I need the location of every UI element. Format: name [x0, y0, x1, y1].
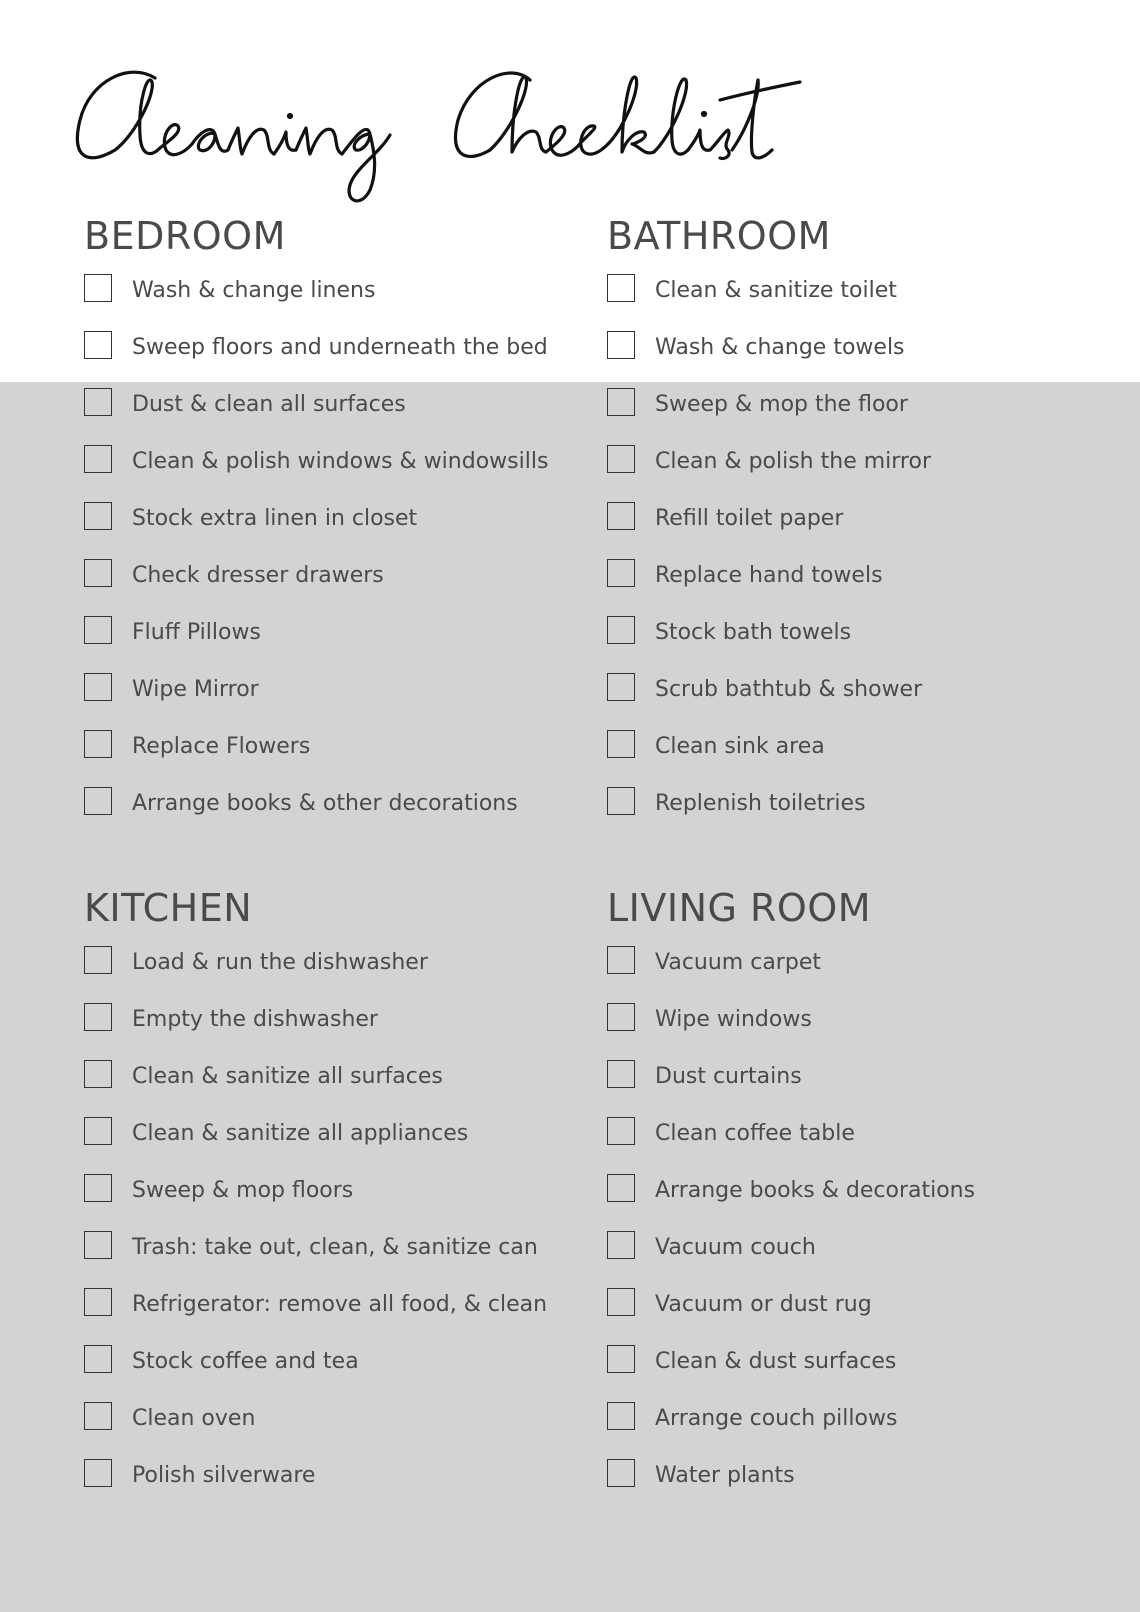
checkbox[interactable] — [607, 1345, 635, 1373]
item-label: Stock coffee and tea — [132, 1349, 359, 1374]
checkbox[interactable] — [84, 445, 112, 473]
list-item — [84, 938, 584, 995]
section-bedroom — [84, 206, 584, 836]
checkbox[interactable] — [607, 1174, 635, 1202]
item-label: Replenish toiletries — [655, 791, 866, 816]
list-item — [607, 1394, 1107, 1451]
section-living-room — [607, 878, 1107, 1508]
list-item — [607, 1451, 1107, 1508]
checkbox[interactable] — [607, 1117, 635, 1145]
list-item — [84, 1337, 584, 1394]
item-label: Sweep & mop floors — [132, 1178, 354, 1203]
item-label: Arrange books & other decorations — [132, 791, 518, 816]
item-label: Vacuum couch — [655, 1235, 816, 1260]
checkbox[interactable] — [84, 1231, 112, 1259]
script-title-graphic — [60, 40, 880, 220]
checklist — [84, 266, 584, 836]
list-item — [607, 1223, 1107, 1280]
checkbox[interactable] — [607, 1402, 635, 1430]
checkbox[interactable] — [607, 673, 635, 701]
checkbox[interactable] — [84, 1060, 112, 1088]
item-label: Empty the dishwasher — [132, 1007, 378, 1032]
list-item — [607, 266, 1107, 323]
section-heading: LIVING ROOM — [607, 886, 872, 930]
checkbox[interactable] — [607, 559, 635, 587]
list-item — [84, 1109, 584, 1166]
list-item — [607, 1109, 1107, 1166]
list-item — [607, 722, 1107, 779]
list-item — [84, 1280, 584, 1337]
item-label: Clean & sanitize all appliances — [132, 1121, 469, 1146]
checkbox[interactable] — [84, 502, 112, 530]
item-label: Check dresser drawers — [132, 563, 384, 588]
list-item — [84, 380, 584, 437]
item-label: Dust & clean all surfaces — [132, 392, 406, 417]
item-label: Vacuum carpet — [655, 950, 821, 975]
checkbox[interactable] — [84, 1174, 112, 1202]
item-label: Polish silverware — [132, 1463, 316, 1488]
item-label: Trash: take out, clean, & sanitize can — [132, 1235, 538, 1260]
item-label: Clean coffee table — [655, 1121, 855, 1146]
checkbox[interactable] — [84, 274, 112, 302]
checkbox[interactable] — [84, 1288, 112, 1316]
list-item — [607, 1280, 1107, 1337]
checkbox[interactable] — [84, 673, 112, 701]
checkbox[interactable] — [84, 616, 112, 644]
checkbox[interactable] — [607, 730, 635, 758]
item-label: Arrange books & decorations — [655, 1178, 976, 1203]
item-label: Replace Flowers — [132, 734, 311, 759]
list-item — [607, 1337, 1107, 1394]
list-item — [607, 380, 1107, 437]
list-item — [84, 1223, 584, 1280]
list-item — [84, 608, 584, 665]
checkbox[interactable] — [607, 1459, 635, 1487]
item-label: Water plants — [655, 1463, 795, 1488]
section-heading: KITCHEN — [84, 886, 253, 930]
list-item — [607, 551, 1107, 608]
item-label: Vacuum or dust rug — [655, 1292, 872, 1317]
item-label: Wash & change linens — [132, 278, 376, 303]
checkbox[interactable] — [84, 787, 112, 815]
list-item — [84, 1394, 584, 1451]
checkbox[interactable] — [84, 1117, 112, 1145]
checkbox[interactable] — [84, 730, 112, 758]
list-item — [84, 995, 584, 1052]
checkbox[interactable] — [607, 1003, 635, 1031]
checkbox[interactable] — [84, 946, 112, 974]
list-item — [607, 608, 1107, 665]
item-label: Clean & sanitize all surfaces — [132, 1064, 443, 1089]
list-item — [84, 779, 584, 836]
list-item — [607, 995, 1107, 1052]
list-item — [84, 494, 584, 551]
checkbox[interactable] — [84, 559, 112, 587]
item-label: Scrub bathtub & shower — [655, 677, 923, 702]
item-label: Refill toilet paper — [655, 506, 844, 531]
item-label: Clean & polish windows & windowsills — [132, 449, 549, 474]
list-item — [607, 938, 1107, 995]
list-item — [607, 665, 1107, 722]
list-item — [607, 494, 1107, 551]
checkbox[interactable] — [607, 1231, 635, 1259]
checkbox[interactable] — [607, 274, 635, 302]
list-item — [84, 1052, 584, 1109]
item-label: Arrange couch pillows — [655, 1406, 898, 1431]
item-label: Clean & polish the mirror — [655, 449, 931, 474]
checklist — [84, 938, 584, 1508]
checkbox[interactable] — [607, 388, 635, 416]
checkbox[interactable] — [607, 1288, 635, 1316]
checkbox[interactable] — [607, 502, 635, 530]
list-item — [84, 1451, 584, 1508]
page-title — [60, 40, 880, 220]
list-item — [84, 665, 584, 722]
list-item — [607, 1166, 1107, 1223]
checkbox[interactable] — [84, 1459, 112, 1487]
list-item — [84, 266, 584, 323]
checklist — [607, 266, 1107, 836]
item-label: Clean oven — [132, 1406, 256, 1431]
item-label: Clean & sanitize toilet — [655, 278, 897, 303]
list-item — [607, 1052, 1107, 1109]
item-label: Dust curtains — [655, 1064, 802, 1089]
checkbox[interactable] — [607, 1060, 635, 1088]
section-heading: BATHROOM — [607, 214, 831, 258]
checkbox[interactable] — [84, 1402, 112, 1430]
item-label: Wash & change towels — [655, 335, 905, 360]
item-label: Load & run the dishwasher — [132, 950, 428, 975]
item-label: Clean sink area — [655, 734, 825, 759]
item-label: Sweep floors and underneath the bed — [132, 335, 548, 360]
checkbox[interactable] — [607, 616, 635, 644]
item-label: Refrigerator: remove all food, & clean — [132, 1292, 548, 1317]
item-label: Fluff Pillows — [132, 620, 261, 645]
item-label: Stock bath towels — [655, 620, 852, 645]
checkbox[interactable] — [84, 1345, 112, 1373]
checkbox[interactable] — [84, 331, 112, 359]
item-label: Clean & dust surfaces — [655, 1349, 897, 1374]
item-label: Wipe windows — [655, 1007, 812, 1032]
item-label: Wipe Mirror — [132, 677, 259, 702]
checkbox[interactable] — [607, 445, 635, 473]
list-item — [607, 323, 1107, 380]
section-kitchen — [84, 878, 584, 1508]
list-item — [84, 551, 584, 608]
list-item — [84, 323, 584, 380]
checkbox[interactable] — [84, 388, 112, 416]
section-bathroom — [607, 206, 1107, 836]
list-item — [84, 437, 584, 494]
list-item — [607, 437, 1107, 494]
list-item — [84, 1166, 584, 1223]
item-label: Replace hand towels — [655, 563, 883, 588]
item-label: Stock extra linen in closet — [132, 506, 418, 531]
checkbox[interactable] — [84, 1003, 112, 1031]
list-item — [84, 722, 584, 779]
checkbox[interactable] — [607, 787, 635, 815]
item-label: Sweep & mop the floor — [655, 392, 908, 417]
section-heading: BEDROOM — [84, 214, 286, 258]
list-item — [607, 779, 1107, 836]
checkbox[interactable] — [607, 331, 635, 359]
checkbox[interactable] — [607, 946, 635, 974]
checklist — [607, 938, 1107, 1508]
